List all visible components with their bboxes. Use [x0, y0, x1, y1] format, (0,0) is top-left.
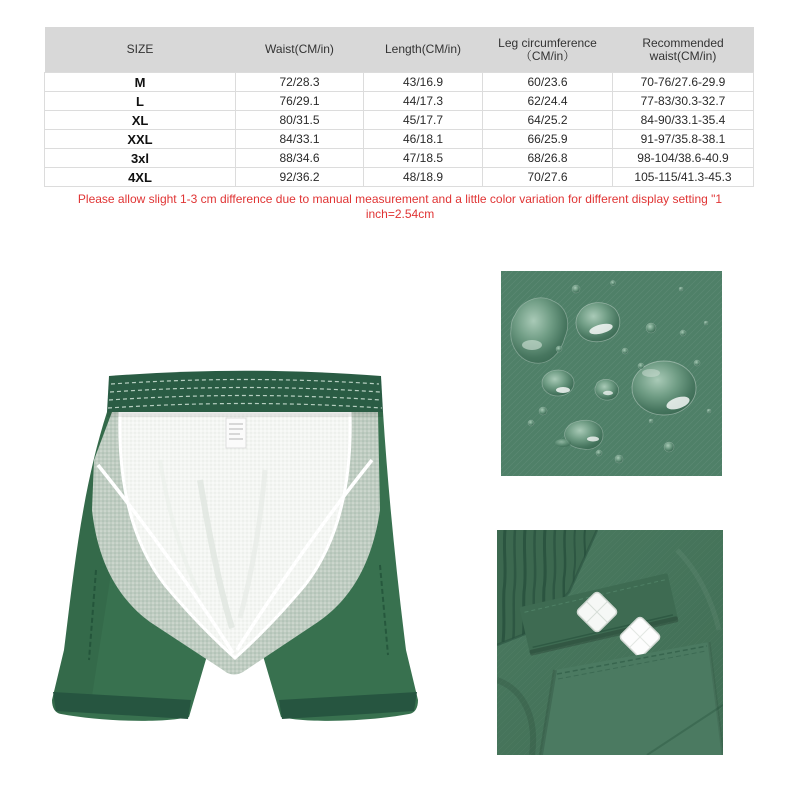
length-cell: 43/16.9 [364, 73, 483, 92]
recommended-cell: 70-76/27.6-29.9 [613, 73, 754, 92]
table-row [45, 92, 754, 111]
recommended-cell: 91-97/35.8-38.1 [613, 130, 754, 149]
leg-cell: 60/23.6 [483, 73, 613, 92]
size-cell: XL [45, 111, 236, 130]
water-droplets-illustration [501, 271, 722, 476]
length-cell: 46/18.1 [364, 130, 483, 149]
leg-cell: 68/26.8 [483, 149, 613, 168]
length-cell: 47/18.5 [364, 149, 483, 168]
size-cell: L [45, 92, 236, 111]
table-row [45, 130, 754, 149]
size-cell: M [45, 73, 236, 92]
size-cell: 4XL [45, 168, 236, 187]
column-header-recommended-waist: Recommended waist(CM/in) [613, 27, 754, 73]
leg-cell: 70/27.6 [483, 168, 613, 187]
size-chart-table [44, 27, 754, 187]
table-row [45, 73, 754, 92]
shorts-lining-photo [50, 360, 420, 725]
waistband [107, 371, 383, 412]
column-header-length: Length(CM/in) [364, 27, 483, 73]
size-cell: XXL [45, 130, 236, 149]
waist-cell: 76/29.1 [236, 92, 364, 111]
length-cell: 48/18.9 [364, 168, 483, 187]
care-label [226, 418, 246, 448]
waist-cell: 84/33.1 [236, 130, 364, 149]
recommended-cell: 105-115/41.3-45.3 [613, 168, 754, 187]
table-row [45, 111, 754, 130]
header-row [45, 27, 754, 73]
size-cell: 3xl [45, 149, 236, 168]
leg-cell: 64/25.2 [483, 111, 613, 130]
recommended-cell: 98-104/38.6-40.9 [613, 149, 754, 168]
leg-cell: 66/25.9 [483, 130, 613, 149]
water-droplet [576, 303, 620, 342]
column-header-waist: Waist(CM/in) [236, 27, 364, 73]
pocket-detail-photo [497, 530, 723, 755]
shorts-illustration [50, 360, 420, 725]
column-header-leg-circumference: Leg circumference （CM/in） [483, 27, 613, 73]
table-row [45, 149, 754, 168]
length-cell: 44/17.3 [364, 92, 483, 111]
recommended-cell: 77-83/30.3-32.7 [613, 92, 754, 111]
waist-cell: 92/36.2 [236, 168, 364, 187]
water-droplet [595, 379, 619, 400]
pocket-illustration [497, 530, 723, 755]
measurement-disclaimer: Please allow slight 1-3 cm difference due to manual measurement and a little color variation for different display setting "1 inch=2.54cm [77, 192, 723, 221]
length-cell: 45/17.7 [364, 111, 483, 130]
recommended-cell: 84-90/33.1-35.4 [613, 111, 754, 130]
waist-cell: 80/31.5 [236, 111, 364, 130]
waist-cell: 88/34.6 [236, 149, 364, 168]
leg-cell: 62/24.4 [483, 92, 613, 111]
column-header-size: SIZE [45, 27, 236, 73]
waist-cell: 72/28.3 [236, 73, 364, 92]
table-row [45, 168, 754, 187]
waterproof-fabric-photo [501, 271, 722, 476]
water-droplet [542, 370, 574, 396]
